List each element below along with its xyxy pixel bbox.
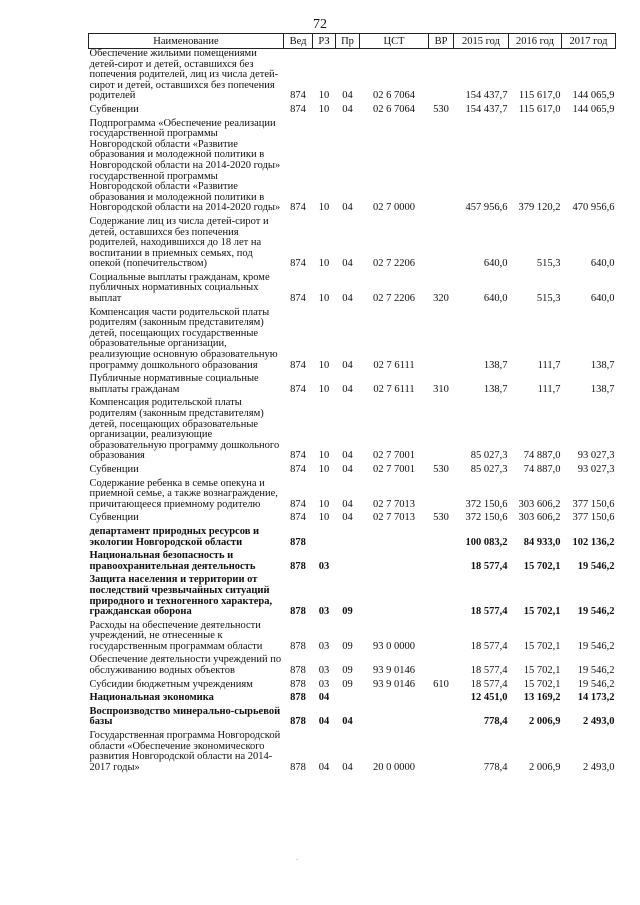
row-rz: 10 [318,463,330,475]
row-pr: 04 [342,258,353,270]
row-2016: 2 006,9 [529,761,561,773]
row-ved: 874 [290,202,306,214]
row-cst: 02 7 2206 [373,293,415,305]
row-name: департамент природных ресурсов и экологии Новгородской области [89,525,260,548]
row-vr [429,116,454,214]
scan-mark: . [296,852,299,862]
row-vr: 530 [433,463,449,475]
row-2016: 15 702,1 [523,678,561,690]
row-2015: 138,7 [483,383,508,395]
row-pr: 09 [342,606,353,618]
row-vr [429,214,454,270]
table-row [89,677,616,691]
row-cst: 02 7 7001 [373,450,415,462]
header-name: Наименование [89,34,284,49]
row-cst: 02 6 7064 [373,90,415,102]
row-rz: 10 [318,103,330,115]
row-2017: 138,7 [590,359,615,371]
row-2017: 138,7 [590,383,615,395]
table-row [89,214,616,270]
row-rz: 10 [318,258,330,270]
row-ved: 874 [290,498,306,510]
row-rz: 03 [318,560,330,572]
row-vr [429,476,454,511]
row-rz: 10 [318,359,330,371]
table-row [89,102,616,116]
row-rz: 04 [318,716,330,728]
row-vr: 320 [433,293,449,305]
row-2016: 13 169,2 [523,692,561,704]
row-2017: 640,0 [590,293,615,305]
table-row [89,572,616,617]
row-2015: 154 437,7 [465,90,508,102]
row-ved: 874 [290,450,306,462]
table-row [89,690,616,704]
row-vr [429,524,454,548]
table-row [89,305,616,372]
row-name: Публичные нормативные социальные выплаты гражданам [89,373,259,395]
row-rz: 10 [318,293,330,305]
row-vr [429,305,454,372]
row-rz: 03 [318,665,330,677]
header-cst: ЦСТ [360,34,429,49]
row-ved: 878 [290,606,306,618]
row-ved: 878 [290,761,306,773]
row-2015: 100 083,2 [465,536,508,548]
row-name: Обеспечение деятельности учреждений по обслуживанию водных объектов [89,654,282,677]
row-ved: 874 [290,90,306,102]
row-pr [336,548,360,572]
header-ved: Вед [284,34,313,49]
row-cst: 93 9 0146 [373,665,415,677]
row-2017: 2 493,0 [583,716,615,728]
row-name: Защита населения и территории от последствий чрезвычайных ситуаций природного и техногенного характера, гражданская оборона [89,574,273,618]
row-rz: 03 [318,678,330,690]
row-name: Социальные выплаты гражданам, кроме публичных нормативных социальных выплат [89,271,270,305]
row-2017: 2 493,0 [583,761,615,773]
row-ved: 878 [290,692,306,704]
row-cst: 02 7 6111 [373,383,415,395]
row-vr [429,618,454,653]
row-2017: 19 546,2 [577,665,615,677]
row-name: Воспроизводство минерально-сырьевой базы [89,705,281,728]
row-cst: 02 6 7064 [373,103,415,115]
row-name: Национальная экономика [89,692,214,704]
row-vr [429,704,454,728]
row-vr [429,652,454,676]
row-2016: 15 702,1 [523,665,561,677]
row-2016: 84 933,0 [523,536,561,548]
row-pr: 09 [342,665,353,677]
row-2016: 15 702,1 [523,560,561,572]
row-pr: 04 [342,716,353,728]
row-2016: 115 617,0 [518,103,561,115]
row-cst [360,572,429,617]
row-cst [360,704,429,728]
row-pr: 09 [342,640,353,652]
row-rz: 10 [318,383,330,395]
row-2017: 144 065,9 [572,103,615,115]
row-pr: 09 [342,678,353,690]
row-cst: 02 7 7013 [373,498,415,510]
row-ved: 878 [290,560,306,572]
row-2016: 115 617,0 [518,90,561,102]
table-row [89,618,616,653]
row-vr: 530 [433,512,449,524]
table-row [89,652,616,676]
row-ved: 874 [290,359,306,371]
row-2016: 74 887,0 [523,463,561,475]
row-ved: 878 [290,640,306,652]
row-rz: 10 [318,202,330,214]
row-pr: 04 [342,90,353,102]
row-cst: 02 7 0000 [373,202,415,214]
row-cst [360,690,429,704]
row-2015: 18 577,4 [470,640,508,652]
row-2015: 18 577,4 [470,678,508,690]
row-pr [336,690,360,704]
row-2016: 74 887,0 [523,450,561,462]
row-rz: 04 [318,761,330,773]
row-vr [429,49,454,102]
row-ved: 878 [290,536,306,548]
row-2015: 154 437,7 [465,103,508,115]
row-vr [429,548,454,572]
row-2015: 18 577,4 [470,560,508,572]
row-cst: 02 7 7013 [373,512,415,524]
table-row [89,704,616,728]
table-row [89,728,616,773]
row-rz: 04 [318,692,330,704]
row-name: Расходы на обеспечение деятельности учреждений, не отнесенные к государственным программам области [89,619,263,652]
row-2015: 85 027,3 [470,450,508,462]
row-2015: 18 577,4 [470,606,508,618]
row-2017: 19 546,2 [577,640,615,652]
row-ved: 874 [290,293,306,305]
table-row [89,548,616,572]
row-name: Содержание лиц из числа детей-сирот и детей, оставшихся без попечения родителей, находившихся до 18 лет на воспитании в приемных семьях, под опекой (попечительством) [89,215,269,270]
header-2017: 2017 год [562,34,616,49]
row-2017: 93 027,3 [577,463,615,475]
row-vr [429,395,454,462]
row-2016: 303 606,2 [518,498,561,510]
row-rz [313,524,336,548]
row-ved: 874 [290,103,306,115]
header-row [89,34,616,49]
row-ved: 878 [290,665,306,677]
row-vr [429,690,454,704]
row-2015: 372 150,6 [465,498,508,510]
row-2016: 379 120,2 [518,202,561,214]
row-2017: 19 546,2 [577,560,615,572]
row-2016: 303 606,2 [518,512,561,524]
row-2017: 377 150,6 [572,498,615,510]
row-name: Субсидии бюджетным учреждениям [89,678,253,690]
row-name: Государственная программа Новгородской области «Обеспечение экономического развития Новгородской области на 2014-2017 годы» [89,730,281,773]
row-rz: 10 [318,498,330,510]
row-pr: 04 [342,498,353,510]
row-cst: 02 7 7001 [373,463,415,475]
row-2017: 19 546,2 [577,678,615,690]
row-rz: 03 [318,606,330,618]
row-vr [429,572,454,617]
row-cst: 93 0 0000 [373,640,415,652]
row-name: Субвенции [89,103,139,115]
row-name: Компенсация родительской платы родителям (законным представителям) детей, посещающих образовательные организации, реализующие образовательную программу дошкольного образования [89,397,280,462]
row-rz: 10 [318,512,330,524]
page-number: 72 [313,17,327,32]
row-2016: 15 702,1 [523,640,561,652]
row-name: Компенсация части родительской платы родителям (законным представителям) детей, посещающих государственные образовательные организации, реализующие основную образовательную программу дошкольного образования [89,306,278,371]
header-vr: ВР [429,34,454,49]
row-2017: 144 065,9 [572,90,615,102]
row-2015: 85 027,3 [470,463,508,475]
budget-table [88,33,616,773]
table-row [89,270,616,305]
row-pr [336,524,360,548]
row-pr: 04 [342,103,353,115]
row-name: Подпрограмма «Обеспечение реализации государственной программы Новгородской области «Развитие образования и молодежной политики в Новгородской области на 2014-2020 годы» государственной программы Новгородской области «Развитие образования и молодежной политики в Новгородской области на 2014-2020 годы» [89,117,281,214]
row-2017: 377 150,6 [572,512,615,524]
row-cst [360,524,429,548]
row-pr: 04 [342,383,353,395]
row-name: Субвенции [89,463,139,475]
row-cst: 02 7 2206 [373,258,415,270]
row-2016: 515,3 [536,293,561,305]
row-2017: 14 173,2 [577,692,615,704]
row-2016: 515,3 [536,258,561,270]
table-row [89,371,616,395]
table-row [89,476,616,511]
row-pr: 04 [342,450,353,462]
row-2015: 12 451,0 [470,692,508,704]
row-pr: 04 [342,512,353,524]
row-rz: 10 [318,450,330,462]
row-2015: 372 150,6 [465,512,508,524]
table-row [89,510,616,524]
row-pr: 04 [342,463,353,475]
row-2015: 640,0 [483,293,508,305]
row-vr: 530 [433,103,449,115]
row-2016: 111,7 [537,359,561,371]
row-2016: 111,7 [537,383,561,395]
row-ved: 878 [290,716,306,728]
header-2015: 2015 год [454,34,509,49]
row-2017: 93 027,3 [577,450,615,462]
row-ved: 874 [290,512,306,524]
row-cst: 93 9 0146 [373,678,415,690]
row-ved: 874 [290,463,306,475]
row-2015: 457 956,6 [465,202,508,214]
row-2015: 778,4 [483,716,508,728]
row-2015: 18 577,4 [470,665,508,677]
row-2017: 102 136,2 [572,536,615,548]
row-vr: 610 [433,678,449,690]
row-ved: 874 [290,258,306,270]
row-2016: 15 702,1 [523,606,561,618]
header-rz: РЗ [313,34,336,49]
row-name: Обеспечение жильими помещениями детей-сирот и детей, оставшихся без попечения родителей, лиц из числа детей-сирот и детей, оставшихся без попечения родителей [89,48,279,102]
row-pr: 04 [342,202,353,214]
row-ved: 874 [290,383,306,395]
row-vr: 310 [433,383,449,395]
row-rz: 10 [318,90,330,102]
table-row [89,116,616,214]
header-2016: 2016 год [509,34,562,49]
row-name: Содержание ребенка в семье опекуна и приемной семье, а также вознаграждение, причитающееся приемному родителю [89,477,278,510]
row-2016: 2 006,9 [529,716,561,728]
table-row [89,462,616,476]
row-2017: 470 956,6 [572,202,615,214]
row-vr [429,728,454,773]
row-name: Субвенции [89,512,139,524]
row-name: Национальная безопасность и правоохранительная деятельность [89,550,256,572]
row-cst: 20 0 0000 [373,761,415,773]
row-2017: 19 546,2 [577,606,615,618]
row-2015: 138,7 [483,359,508,371]
row-pr: 04 [342,359,353,371]
row-cst [360,548,429,572]
row-2017: 640,0 [590,258,615,270]
table-row [89,395,616,462]
row-pr: 04 [342,293,353,305]
table-row [89,524,616,548]
header-pr: Пр [336,34,360,49]
row-ved: 878 [290,678,306,690]
table-row [89,49,616,102]
row-2015: 778,4 [483,761,508,773]
row-cst: 02 7 6111 [373,359,415,371]
row-2015: 640,0 [483,258,508,270]
row-pr: 04 [342,761,353,773]
row-rz: 03 [318,640,330,652]
